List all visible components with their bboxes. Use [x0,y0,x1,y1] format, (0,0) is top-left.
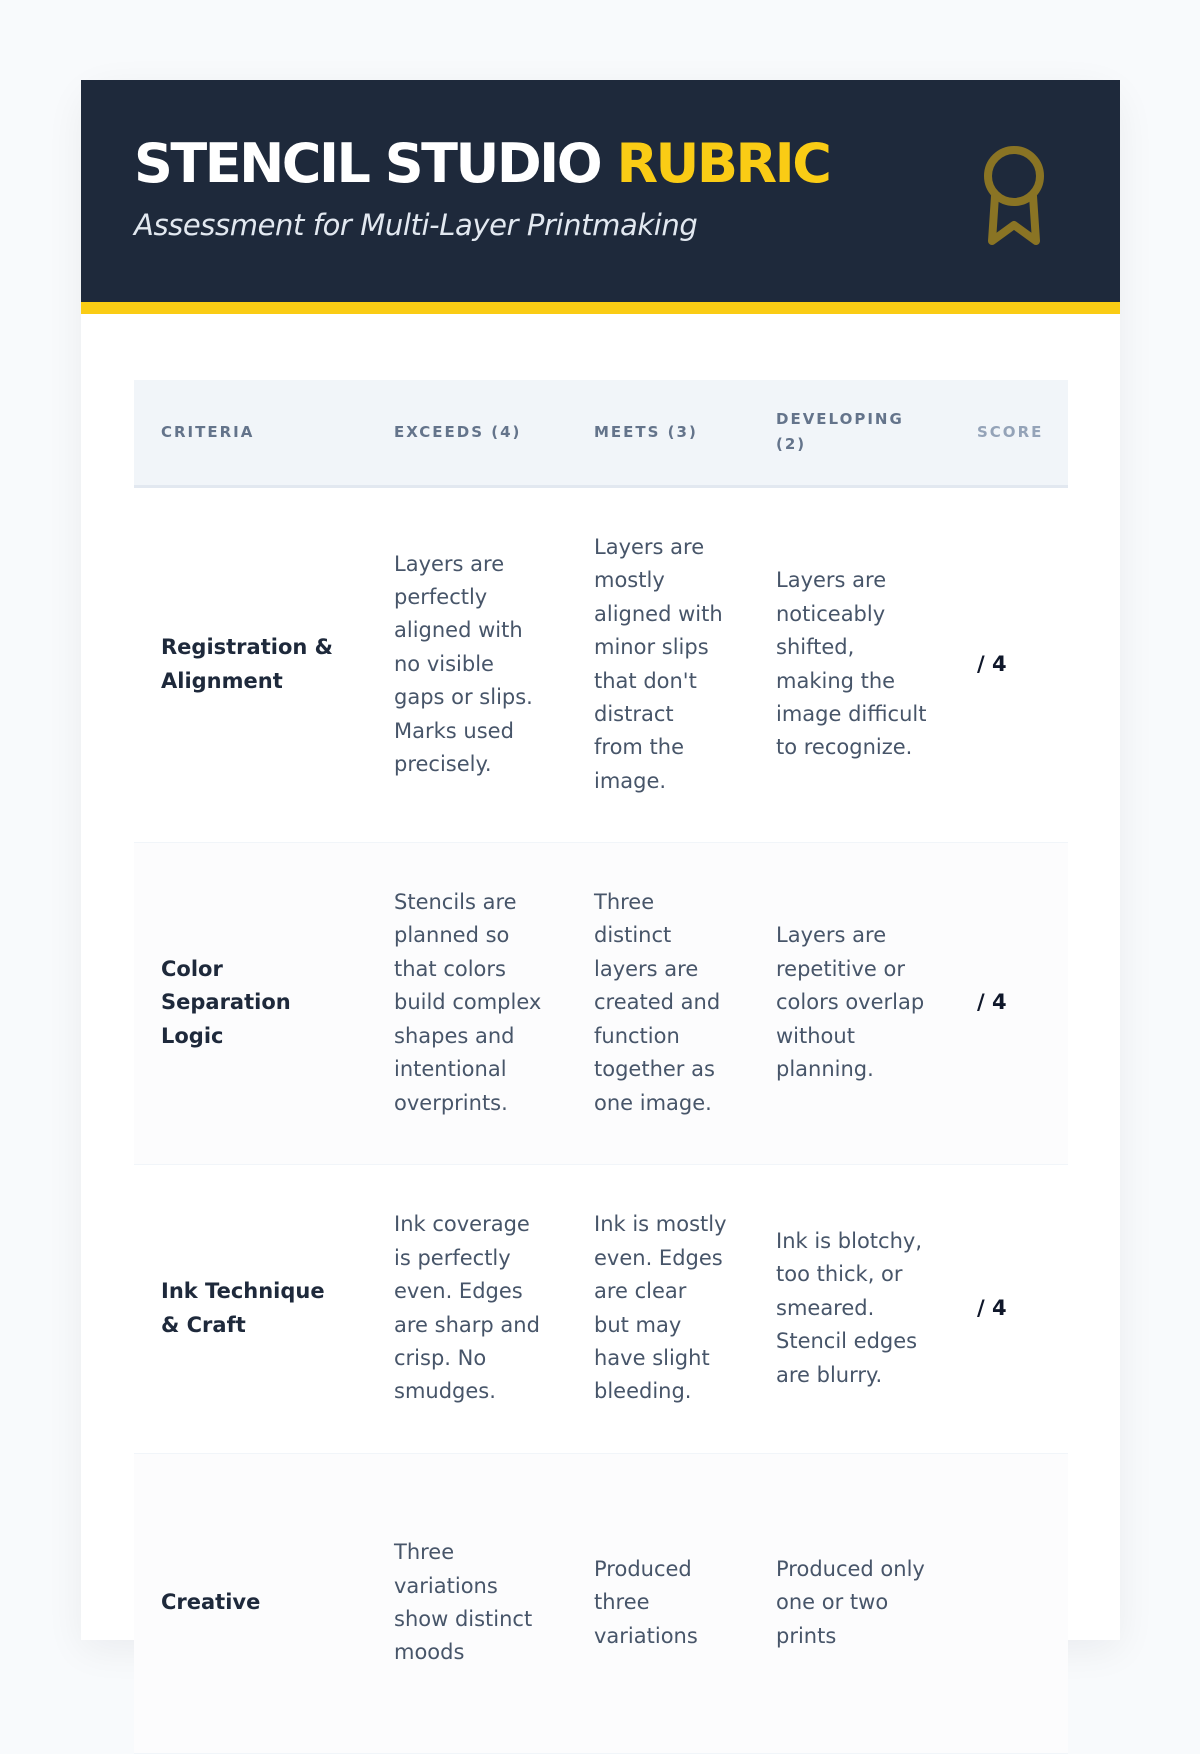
rubric-header [81,80,1120,314]
criteria-cell: Ink Technique & Craft [161,1279,325,1337]
meets-cell: Produced three variations [594,1556,698,1648]
developing-cell: Ink is blotchy, too thick, or smeared. Stencil edges are blurry. [776,1228,922,1387]
page-title [134,132,1067,195]
header-score: SCORE [977,422,1044,441]
score-cell: / 4 [977,1295,1007,1320]
meets-cell: Layers are mostly aligned with minor slips that don't distract from the image. [594,534,723,793]
header-developing: DEVELOPING (2) [776,410,904,454]
header-criteria: CRITERIA [161,422,255,441]
table-row [134,1453,1068,1753]
score-cell: / 4 [977,651,1007,676]
page-subtitle: Assessment for Multi-Layer Printmaking [134,208,698,242]
exceeds-cell: Ink coverage is perfectly even. Edges are sharp and crisp. No smudges. [394,1212,540,1404]
meets-cell: Three distinct layers are created and function together as one image. [594,890,721,1115]
exceeds-cell: Stencils are planned so that colors build complex shapes and intentional overprints. [394,890,542,1115]
title-main: STENCIL STUDIO [134,132,617,195]
table-header-row [134,380,1068,486]
developing-cell: Layers are noticeably shifted, making the image difficult to recognize. [776,568,927,760]
table-row [134,842,1068,1164]
meets-cell: Ink is mostly even. Edges are clear but may have slight bleeding. [594,1212,727,1404]
rubric-table [134,380,1068,1754]
score-cell [950,1453,1068,1753]
header-meets: MEETS (3) [594,422,698,441]
header-exceeds: EXCEEDS (4) [394,422,522,441]
developing-cell: Layers are repetitive or colors overlap without planning. [776,923,925,1082]
table-row [134,486,1068,842]
score-cell: / 4 [977,990,1007,1015]
rubric-card [81,80,1120,1665]
developing-cell: Produced only one or two prints [776,1556,925,1648]
criteria-cell: Color Separation Logic [161,956,291,1048]
exceeds-cell: Layers are perfectly aligned with no visible gaps or slips. Marks used precisely. [394,551,533,777]
exceeds-cell: Three variations show distinct moods [394,1540,533,1665]
criteria-cell: Creative [161,1590,261,1615]
award-ribbon-icon [980,146,1048,246]
table-row [134,1164,1068,1453]
title-accent: RUBRIC [616,132,830,195]
criteria-cell: Registration & Alignment [161,635,333,693]
